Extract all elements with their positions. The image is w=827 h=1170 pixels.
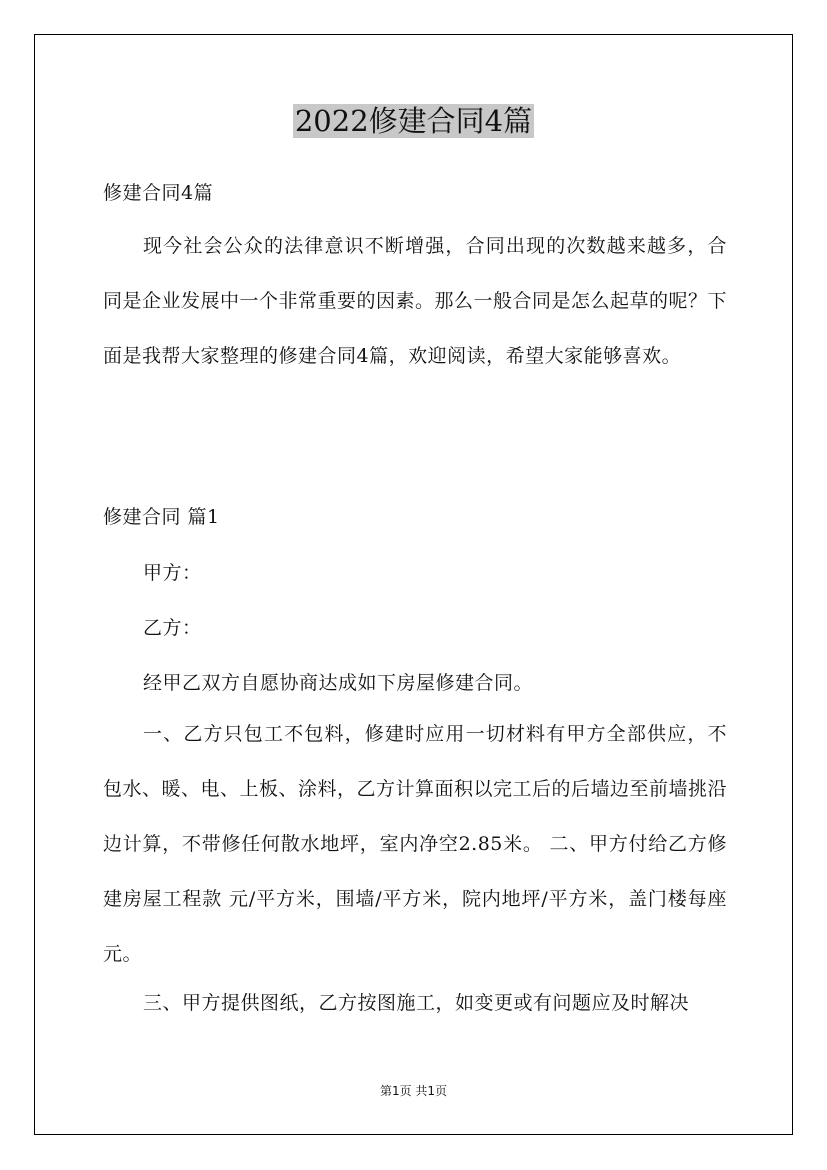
intro-paragraph: 现今社会公众的法律意识不断增强，合同出现的次数越来越多，合同是企业发展中一个非常重要的因素。那么一般合同是怎么起草的呢？下面是我帮大家整理的修建合同4篇，欢迎阅读，希望大家能够喜欢。: [103, 235, 728, 367]
agreement-paragraph: 经甲乙双方自愿协商达成如下房屋修建合同。: [143, 672, 534, 694]
clause-1-2-paragraph: 一、乙方只包工不包料，修建时应用一切材料有甲方全部供应，不包水、暖、电、上板、涂料，乙方计算面积以完工后的后墙边至前墙挑沿边计算，不带修任何散水地坪，室内净空2.85米。 二、甲方付给乙方修建房屋工程款 元/平方米，围墙/平方米，院内地坪/平方米，盖门楼每座 元。: [103, 723, 728, 965]
clause-3-paragraph: 三、甲方提供图纸，乙方按图施工，如变更或有问题应及时解决: [143, 992, 690, 1014]
document-title-text: 2022修建合同4篇: [294, 104, 533, 138]
section-heading: 修建合同 篇1: [103, 506, 220, 528]
party-b-line: 乙方：: [143, 617, 202, 639]
document-title: [0, 99, 827, 143]
page-footer: 第1页 共1页: [379, 1084, 448, 1098]
document-subtitle: 修建合同4篇: [103, 182, 214, 204]
party-a-line: 甲方：: [143, 562, 202, 584]
